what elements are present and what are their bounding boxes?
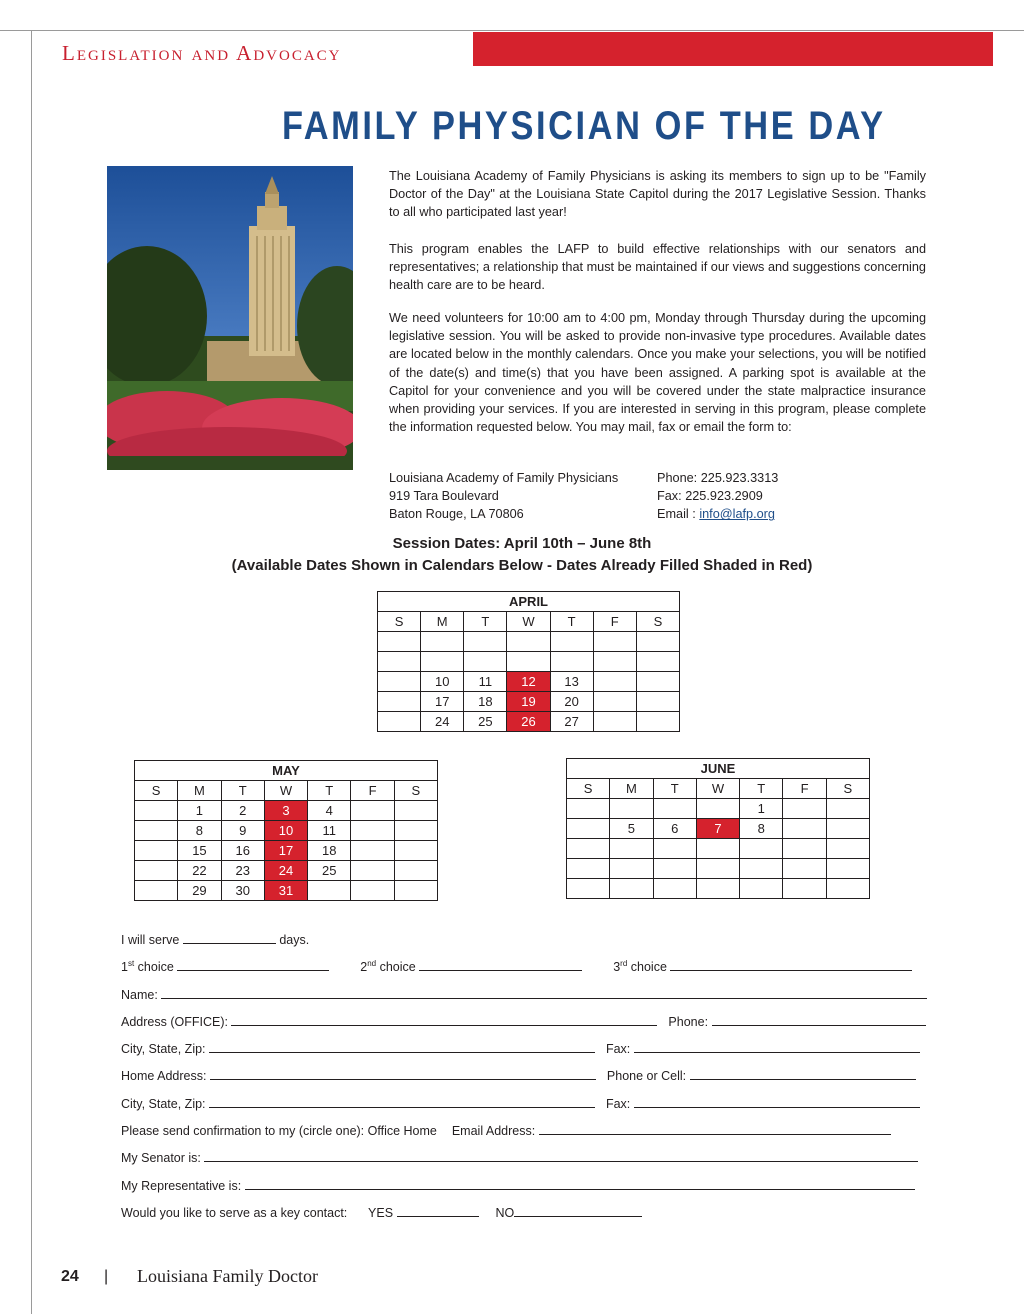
- empty-day-cell: [610, 839, 653, 859]
- empty-day-cell: [351, 801, 394, 821]
- name-input[interactable]: [161, 985, 927, 999]
- weekday-header: W: [507, 612, 550, 632]
- yes-input[interactable]: [397, 1203, 479, 1217]
- contact-numbers: [657, 469, 778, 524]
- office-address-input[interactable]: [231, 1012, 657, 1026]
- available-day-cell[interactable]: 8: [740, 819, 783, 839]
- empty-day-cell: [394, 801, 437, 821]
- serve-suffix: days.: [279, 933, 310, 947]
- name-label: Name:: [121, 988, 158, 1002]
- empty-day-cell: [394, 821, 437, 841]
- available-day-cell[interactable]: 13: [550, 672, 593, 692]
- available-day-cell[interactable]: 11: [308, 821, 351, 841]
- name-line: [121, 985, 927, 1002]
- phone-cell-label: Phone or Cell:: [606, 1069, 687, 1083]
- empty-day-cell: [696, 879, 739, 899]
- empty-day-cell: [826, 799, 869, 819]
- representative-input[interactable]: [245, 1176, 915, 1190]
- home-address-input[interactable]: [210, 1066, 596, 1080]
- filled-day-cell: 24: [264, 861, 307, 881]
- empty-day-cell: [783, 839, 826, 859]
- empty-day-cell: [653, 839, 696, 859]
- available-day-cell[interactable]: 24: [421, 712, 464, 732]
- available-day-cell[interactable]: 23: [221, 861, 264, 881]
- weekday-header: T: [308, 781, 351, 801]
- may-calendar: [134, 760, 438, 901]
- choice1-label: 1st choice: [121, 958, 174, 974]
- no-label: NO: [495, 1206, 515, 1220]
- choice1-input[interactable]: [177, 957, 329, 971]
- empty-day-cell: [507, 632, 550, 652]
- choice3-label: 3rd choice: [613, 958, 667, 974]
- empty-day-cell: [378, 692, 421, 712]
- empty-day-cell: [593, 672, 636, 692]
- empty-day-cell: [507, 652, 550, 672]
- empty-day-cell: [421, 632, 464, 652]
- weekday-header: T: [221, 781, 264, 801]
- empty-day-cell: [378, 652, 421, 672]
- filled-day-cell: 26: [507, 712, 550, 732]
- contact-fax: Fax: 225.923.2909: [657, 489, 763, 504]
- empty-day-cell: [567, 819, 610, 839]
- publication-name: Louisiana Family Doctor: [137, 1266, 318, 1286]
- april-month-name: APRIL: [378, 592, 680, 612]
- weekday-header: M: [178, 781, 221, 801]
- empty-day-cell: [610, 859, 653, 879]
- weekday-header: F: [593, 612, 636, 632]
- empty-day-cell: [135, 861, 178, 881]
- empty-day-cell: [783, 819, 826, 839]
- empty-day-cell: [826, 879, 869, 899]
- page-title: FAMILY PHYSICIAN OF THE DAY: [282, 104, 886, 148]
- section-title: Legislation and Advocacy: [62, 41, 342, 65]
- key-contact-label: Would you like to serve as a key contact:: [121, 1206, 348, 1220]
- available-day-cell[interactable]: 1: [740, 799, 783, 819]
- home-address-line: [121, 1066, 916, 1083]
- serve-days-line: [121, 930, 309, 947]
- available-day-cell[interactable]: 9: [221, 821, 264, 841]
- weekday-header: S: [567, 779, 610, 799]
- weekday-header: W: [696, 779, 739, 799]
- empty-day-cell: [610, 799, 653, 819]
- empty-day-cell: [550, 632, 593, 652]
- city-label-1: City, State, Zip:: [121, 1042, 206, 1056]
- city-label-2: City, State, Zip:: [121, 1097, 206, 1111]
- phone-input[interactable]: [712, 1012, 926, 1026]
- filled-day-cell: 10: [264, 821, 307, 841]
- capitol-photo: [107, 166, 353, 470]
- email-address-input[interactable]: [539, 1121, 891, 1135]
- city-input-2[interactable]: [209, 1094, 595, 1108]
- empty-day-cell: [653, 799, 696, 819]
- home-address-label: Home Address:: [121, 1069, 207, 1083]
- empty-day-cell: [636, 632, 679, 652]
- filled-day-cell: 12: [507, 672, 550, 692]
- confirmation-line: [121, 1121, 891, 1138]
- empty-day-cell: [567, 799, 610, 819]
- choice3-input[interactable]: [670, 957, 912, 971]
- email-address-label: Email Address:: [451, 1124, 536, 1138]
- available-day-cell[interactable]: 20: [550, 692, 593, 712]
- empty-day-cell: [826, 839, 869, 859]
- intro-paragraph-3: We need volunteers for 10:00 am to 4:00 pm, Monday through Thursday during the upcoming legislative session. You will be asked to provide non-invasive type procedures. Available dates are located below in the monthly calendars. Once you make your selections, you will be notified of the date(s) and time(s) that you have been assigned. A parking spot is available at the Capitol for your convenience and you will be covered under the state malpractice insurance when providing your services. If you are interested in serving in this program, please complete the information requested below. You may mail, fax or email the form to:: [389, 311, 926, 435]
- available-day-cell[interactable]: 6: [653, 819, 696, 839]
- empty-day-cell: [567, 839, 610, 859]
- available-day-cell[interactable]: 11: [464, 672, 507, 692]
- fax-label-1: Fax:: [605, 1042, 631, 1056]
- available-day-cell[interactable]: 2: [221, 801, 264, 821]
- weekday-header: S: [135, 781, 178, 801]
- empty-day-cell: [593, 712, 636, 732]
- empty-day-cell: [394, 861, 437, 881]
- available-day-cell[interactable]: 18: [464, 692, 507, 712]
- empty-day-cell: [696, 839, 739, 859]
- choices-line: [121, 957, 926, 974]
- weekday-header: S: [394, 781, 437, 801]
- empty-day-cell: [636, 652, 679, 672]
- contact-phone: Phone: 225.923.3313: [657, 471, 779, 485]
- weekday-header: W: [264, 781, 307, 801]
- fax-label-2: Fax:: [605, 1097, 631, 1111]
- empty-day-cell: [550, 652, 593, 672]
- available-day-cell[interactable]: 4: [308, 801, 351, 821]
- empty-day-cell: [783, 859, 826, 879]
- weekday-header: S: [636, 612, 679, 632]
- june-calendar: [566, 758, 870, 899]
- empty-day-cell: [740, 839, 783, 859]
- office-address-line: [121, 1012, 926, 1029]
- empty-day-cell: [421, 652, 464, 672]
- office-address-label: Address (OFFICE):: [121, 1015, 228, 1029]
- weekday-header: F: [351, 781, 394, 801]
- available-day-cell[interactable]: 18: [308, 841, 351, 861]
- april-calendar: [377, 591, 680, 732]
- weekday-header: F: [783, 779, 826, 799]
- filled-day-cell: 19: [507, 692, 550, 712]
- available-day-cell[interactable]: 25: [308, 861, 351, 881]
- empty-day-cell: [696, 799, 739, 819]
- city-line-1: [121, 1039, 920, 1056]
- contact-address: [389, 469, 618, 524]
- session-note: (Available Dates Shown in Calendars Below - Dates Already Filled Shaded in Red): [231, 557, 813, 574]
- serve-prefix: I will serve: [121, 933, 180, 947]
- available-day-cell[interactable]: 22: [178, 861, 221, 881]
- june-month-name: JUNE: [567, 759, 870, 779]
- empty-day-cell: [826, 819, 869, 839]
- city-input-1[interactable]: [209, 1039, 595, 1053]
- serve-days-input[interactable]: [183, 930, 276, 944]
- contact-org: Louisiana Academy of Family Physicians: [389, 471, 619, 485]
- available-day-cell[interactable]: 8: [178, 821, 221, 841]
- top-rule: [0, 30, 1024, 31]
- city-line-2: [121, 1094, 920, 1111]
- senator-line: [121, 1148, 918, 1165]
- representative-label: My Representative is:: [121, 1179, 242, 1193]
- page-number: 24: [61, 1268, 79, 1285]
- available-day-cell[interactable]: 10: [421, 672, 464, 692]
- confirmation-label: Please send confirmation to my (circle one): Office Home: [121, 1124, 437, 1138]
- empty-day-cell: [135, 821, 178, 841]
- empty-day-cell: [740, 859, 783, 879]
- empty-day-cell: [378, 712, 421, 732]
- may-month-name: MAY: [135, 761, 438, 781]
- email-link[interactable]: info@lafp.org: [699, 507, 775, 522]
- weekday-header: T: [550, 612, 593, 632]
- empty-day-cell: [593, 692, 636, 712]
- available-day-cell[interactable]: 1: [178, 801, 221, 821]
- empty-day-cell: [636, 672, 679, 692]
- available-day-cell[interactable]: 27: [550, 712, 593, 732]
- intro-paragraph-1: The Louisiana Academy of Family Physicians is asking its members to sign up to be "Family Doctor of the Day" at the Louisiana State Capitol during the 2017 Legislative Session. Thanks to all who participated last year!: [389, 169, 926, 220]
- available-day-cell[interactable]: 30: [221, 881, 264, 901]
- phone-cell-input[interactable]: [690, 1066, 916, 1080]
- weekday-header: T: [464, 612, 507, 632]
- available-day-cell[interactable]: 29: [178, 881, 221, 901]
- weekday-header: M: [610, 779, 653, 799]
- fax-input-1[interactable]: [634, 1039, 920, 1053]
- empty-day-cell: [826, 859, 869, 879]
- empty-day-cell: [636, 692, 679, 712]
- filled-day-cell: 3: [264, 801, 307, 821]
- empty-day-cell: [593, 632, 636, 652]
- available-day-cell[interactable]: 15: [178, 841, 221, 861]
- weekday-header: S: [378, 612, 421, 632]
- empty-day-cell: [653, 879, 696, 899]
- available-day-cell[interactable]: 16: [221, 841, 264, 861]
- empty-day-cell: [351, 861, 394, 881]
- available-day-cell[interactable]: 17: [421, 692, 464, 712]
- empty-day-cell: [464, 632, 507, 652]
- phone-label: Phone:: [668, 1015, 709, 1029]
- empty-day-cell: [394, 841, 437, 861]
- filled-day-cell: 31: [264, 881, 307, 901]
- senator-input[interactable]: [204, 1148, 918, 1162]
- available-day-cell[interactable]: 5: [610, 819, 653, 839]
- weekday-header: T: [740, 779, 783, 799]
- weekday-header: T: [653, 779, 696, 799]
- empty-day-cell: [567, 859, 610, 879]
- intro-paragraph-2: This program enables the LAFP to build effective relationships with our senators and representatives; a relationship that must be maintained if our views and suggestions concerning health care are to be heard.: [389, 242, 926, 293]
- empty-day-cell: [783, 799, 826, 819]
- filled-day-cell: 7: [696, 819, 739, 839]
- filled-day-cell: 17: [264, 841, 307, 861]
- fax-input-2[interactable]: [634, 1094, 920, 1108]
- empty-day-cell: [696, 859, 739, 879]
- weekday-header: S: [826, 779, 869, 799]
- empty-day-cell: [567, 879, 610, 899]
- senator-label: My Senator is:: [121, 1151, 201, 1165]
- representative-line: [121, 1176, 915, 1193]
- session-dates: Session Dates: April 10th – June 8th: [392, 535, 652, 552]
- empty-day-cell: [740, 879, 783, 899]
- empty-day-cell: [394, 881, 437, 901]
- empty-day-cell: [378, 632, 421, 652]
- empty-day-cell: [653, 859, 696, 879]
- left-margin-rule: [31, 30, 32, 1314]
- choice2-label: 2nd choice: [360, 958, 416, 974]
- footer-separator: |: [104, 1268, 109, 1285]
- contact-street: 919 Tara Boulevard: [389, 489, 499, 504]
- header-red-bar: [473, 32, 993, 66]
- no-input[interactable]: [514, 1203, 642, 1217]
- empty-day-cell: [783, 879, 826, 899]
- key-contact-line: [121, 1203, 642, 1220]
- contact-email-line: [657, 505, 778, 523]
- empty-day-cell: [464, 652, 507, 672]
- available-day-cell[interactable]: 25: [464, 712, 507, 732]
- empty-day-cell: [135, 881, 178, 901]
- choice2-input[interactable]: [419, 957, 582, 971]
- contact-city: Baton Rouge, LA 70806: [389, 507, 524, 522]
- empty-day-cell: [135, 841, 178, 861]
- empty-day-cell: [378, 672, 421, 692]
- empty-day-cell: [351, 881, 394, 901]
- yes-label: YES: [368, 1206, 394, 1220]
- empty-day-cell: [351, 821, 394, 841]
- empty-day-cell: [351, 841, 394, 861]
- empty-day-cell: [610, 879, 653, 899]
- empty-day-cell: [593, 652, 636, 672]
- weekday-header: M: [421, 612, 464, 632]
- empty-day-cell: [135, 801, 178, 821]
- empty-day-cell: [636, 712, 679, 732]
- contact-email-label: Email :: [657, 507, 700, 522]
- empty-day-cell: [308, 881, 351, 901]
